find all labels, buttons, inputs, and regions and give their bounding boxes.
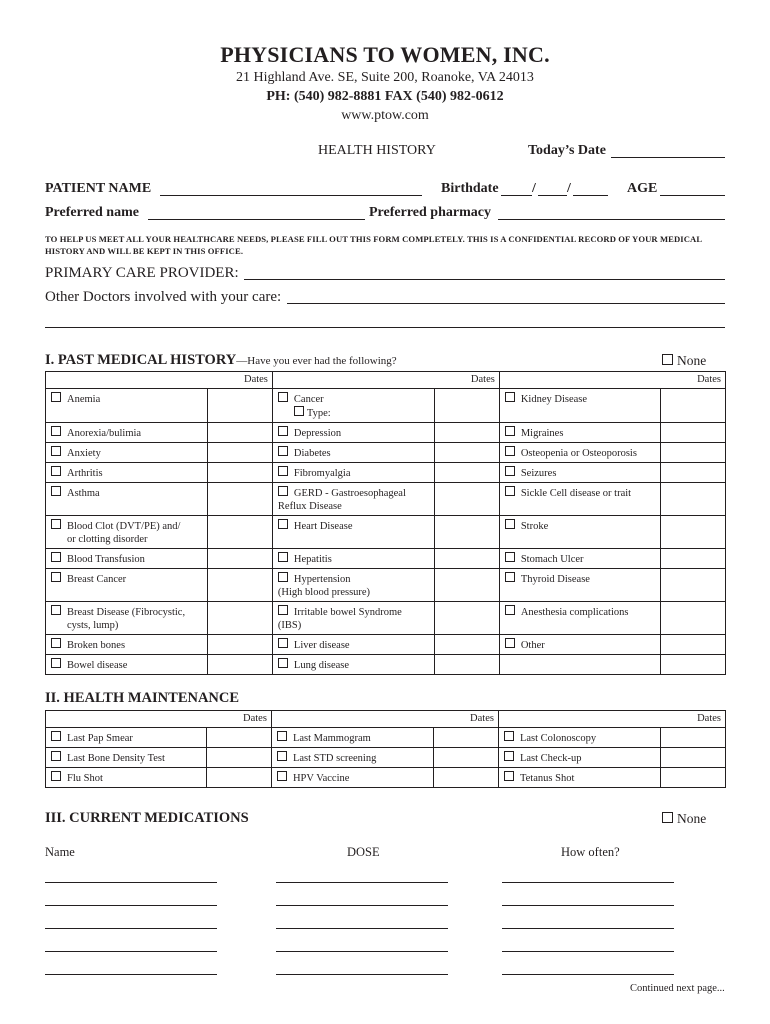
todays-date-field[interactable] — [611, 157, 725, 158]
checkbox-icon[interactable] — [278, 466, 288, 476]
date-field[interactable] — [434, 728, 499, 748]
maintenance-last-mammogram — [271, 728, 433, 748]
date-field[interactable] — [660, 728, 725, 748]
date-field[interactable] — [435, 483, 500, 516]
date-field[interactable] — [435, 516, 500, 549]
form-title: HEALTH HISTORY — [318, 143, 436, 158]
checkbox-icon[interactable] — [662, 354, 673, 365]
checkbox-icon[interactable] — [278, 572, 288, 582]
birthdate-separator: / — [532, 181, 536, 196]
checkbox-icon[interactable] — [51, 519, 61, 529]
condition-label: Kidney Disease — [520, 394, 588, 405]
section-subtitle: —Have you ever had the following? — [236, 355, 397, 367]
date-field[interactable] — [660, 768, 725, 788]
checkbox-icon[interactable] — [51, 552, 61, 562]
date-field[interactable] — [435, 549, 500, 569]
condition-depression — [272, 423, 434, 443]
maintenance-last-colonoscopy — [498, 728, 660, 748]
table-row — [46, 389, 726, 423]
meds-none-option[interactable] — [662, 811, 706, 827]
date-field[interactable] — [660, 748, 725, 768]
condition-arthritis — [46, 463, 208, 483]
condition-label: Stroke — [520, 521, 549, 532]
maintenance-label: Tetanus Shot — [519, 773, 575, 784]
condition-hypertension — [272, 569, 434, 602]
age-label: AGE — [627, 181, 658, 196]
birthdate-separator: / — [567, 181, 571, 196]
date-field[interactable] — [208, 423, 273, 443]
condition-fibromyalgia — [272, 463, 434, 483]
meds-col-dose: DOSE — [347, 845, 380, 859]
cancer-type-label: Type: — [306, 408, 331, 419]
table-row — [46, 635, 726, 655]
condition-label: Blood Transfusion — [67, 554, 145, 565]
checkbox-icon[interactable] — [294, 406, 304, 416]
checkbox-icon[interactable] — [51, 486, 61, 496]
clinic-phone-fax: PH: (540) 982-8881 FAX (540) 982-0612 — [266, 89, 504, 104]
clinic-address: 21 Highland Ave. SE, Suite 200, Roanoke, VA 24013 — [236, 70, 534, 85]
birthdate-label: Birthdate — [441, 181, 499, 196]
date-field[interactable] — [208, 483, 273, 516]
past-medical-history-table — [45, 371, 726, 675]
date-field[interactable] — [661, 423, 726, 443]
checkbox-icon[interactable] — [51, 771, 61, 781]
checkbox-icon[interactable] — [504, 771, 514, 781]
condition-lung-disease — [272, 655, 434, 675]
checkbox-icon[interactable] — [277, 771, 287, 781]
empty-cell — [499, 655, 660, 675]
condition-label: Migraines — [520, 428, 564, 439]
table-row — [46, 549, 726, 569]
medication-frequency-field[interactable] — [502, 951, 674, 952]
condition-anemia — [46, 389, 208, 423]
preferred-pharmacy-label: Preferred pharmacy — [369, 205, 491, 220]
date-field[interactable] — [208, 602, 273, 635]
date-field[interactable] — [661, 635, 726, 655]
table-row — [46, 768, 726, 788]
date-field[interactable] — [208, 569, 273, 602]
condition-label-line2: or clotting disorder — [67, 534, 148, 545]
condition-label: GERD - Gastroesophageal — [293, 488, 406, 499]
checkbox-icon[interactable] — [51, 392, 61, 402]
condition-label: Thyroid Disease — [520, 574, 590, 585]
medication-frequency-field[interactable] — [502, 928, 674, 929]
age-field[interactable] — [660, 195, 725, 196]
condition-label: Fibromyalgia — [293, 468, 351, 479]
checkbox-icon[interactable] — [277, 731, 287, 741]
maintenance-last-std-screening — [271, 748, 433, 768]
table-row — [46, 516, 726, 549]
dates-header: Dates — [434, 711, 499, 728]
birthdate-month-field[interactable] — [501, 195, 532, 196]
medication-dose-field[interactable] — [276, 882, 448, 883]
dates-header: Dates — [208, 372, 273, 389]
condition-label: Anesthesia complications — [520, 607, 629, 618]
checkbox-icon[interactable] — [278, 605, 288, 615]
condition-label: Anorexia/bulimia — [67, 428, 142, 439]
checkbox-icon[interactable] — [278, 638, 288, 648]
date-field[interactable] — [206, 728, 271, 748]
section-past-medical-history-title — [45, 352, 397, 369]
section-current-medications-title: III. CURRENT MEDICATIONS — [45, 810, 249, 826]
condition-gerd-gastroesophageal — [272, 483, 434, 516]
condition-label: Anxiety — [67, 448, 101, 459]
maintenance-tetanus-shot — [498, 768, 660, 788]
maintenance-label: Last Pap Smear — [67, 733, 133, 744]
table-row — [46, 569, 726, 602]
condition-broken-bones — [46, 635, 208, 655]
condition-label: Depression — [293, 428, 342, 439]
medication-name-field[interactable] — [45, 974, 217, 975]
condition-irritable-bowel-syndrome — [272, 602, 434, 635]
condition-label: Blood Clot (DVT/PE) and/ — [67, 521, 181, 532]
date-field[interactable] — [206, 768, 271, 788]
date-field[interactable] — [208, 635, 273, 655]
condition-label: Hepatitis — [293, 554, 332, 565]
patient-name-field[interactable] — [160, 195, 422, 196]
checkbox-icon[interactable] — [51, 731, 61, 741]
medication-dose-field[interactable] — [276, 905, 448, 906]
meds-col-how-often: How often? — [561, 845, 620, 859]
medication-dose-field[interactable] — [276, 974, 448, 975]
pmh-none-option[interactable] — [662, 353, 706, 369]
condition-label: Diabetes — [293, 448, 331, 459]
medication-dose-field[interactable] — [276, 951, 448, 952]
patient-name-label: PATIENT NAME — [45, 181, 152, 196]
dates-header: Dates — [660, 711, 725, 728]
checkbox-icon[interactable] — [504, 751, 514, 761]
condition-blood-clot-dvt-pe-and — [46, 516, 208, 549]
condition-migraines — [499, 423, 660, 443]
table-row — [46, 748, 726, 768]
maintenance-label: HPV Vaccine — [292, 773, 350, 784]
preferred-name-field[interactable] — [148, 219, 365, 220]
condition-seizures — [499, 463, 660, 483]
checkbox-icon[interactable] — [505, 519, 515, 529]
condition-diabetes — [272, 443, 434, 463]
table-row — [46, 423, 726, 443]
checkbox-icon[interactable] — [278, 552, 288, 562]
table-row — [46, 655, 726, 675]
checkbox-icon[interactable] — [278, 426, 288, 436]
medication-dose-field[interactable] — [276, 928, 448, 929]
meds-col-name: Name — [45, 845, 75, 859]
date-field[interactable] — [208, 389, 273, 423]
condition-label-line2: (IBS) — [277, 620, 302, 631]
maintenance-label: Last Bone Density Test — [67, 753, 165, 764]
clinic-name: PHYSICIANS TO WOMEN, INC. — [220, 42, 550, 67]
condition-other — [499, 635, 660, 655]
condition-label: Stomach Ulcer — [520, 554, 584, 565]
medication-name-field[interactable] — [45, 905, 217, 906]
condition-liver-disease — [272, 635, 434, 655]
maintenance-flu-shot — [46, 768, 207, 788]
condition-stomach-ulcer — [499, 549, 660, 569]
condition-label-line2: (High blood pressure) — [277, 587, 371, 598]
medication-frequency-field[interactable] — [502, 974, 674, 975]
date-field[interactable] — [435, 569, 500, 602]
checkbox-icon[interactable] — [51, 605, 61, 615]
checkbox-icon[interactable] — [51, 638, 61, 648]
checkbox-icon[interactable] — [51, 426, 61, 436]
condition-label: Broken bones — [67, 640, 126, 651]
condition-label: Hypertension — [293, 574, 351, 585]
date-field[interactable] — [661, 602, 726, 635]
medication-frequency-field[interactable] — [502, 905, 674, 906]
condition-stroke — [499, 516, 660, 549]
date-field[interactable] — [661, 443, 726, 463]
checkbox-icon[interactable] — [51, 751, 61, 761]
condition-hepatitis — [272, 549, 434, 569]
condition-label: Osteopenia or Osteoporosis — [520, 448, 637, 459]
checkbox-icon[interactable] — [278, 486, 288, 496]
condition-thyroid-disease — [499, 569, 660, 602]
condition-breast-cancer — [46, 569, 208, 602]
condition-label: Breast Disease (Fibrocystic, — [67, 607, 186, 618]
condition-label-line2: cysts, lump) — [67, 620, 119, 631]
condition-label: Arthritis — [67, 468, 103, 479]
condition-blood-transfusion — [46, 549, 208, 569]
condition-kidney-disease — [499, 389, 660, 423]
checkbox-icon[interactable] — [505, 605, 515, 615]
date-field[interactable] — [208, 516, 273, 549]
condition-breast-disease-fibrocystic — [46, 602, 208, 635]
checkbox-icon[interactable] — [277, 751, 287, 761]
condition-label: Seizures — [520, 468, 557, 479]
maintenance-label: Last Colonoscopy — [519, 733, 597, 744]
condition-sickle-cell-disease-or-trait — [499, 483, 660, 516]
medication-name-field[interactable] — [45, 928, 217, 929]
condition-asthma — [46, 483, 208, 516]
date-field[interactable] — [661, 463, 726, 483]
date-field[interactable] — [434, 768, 499, 788]
dates-header: Dates — [206, 711, 271, 728]
maintenance-hpv-vaccine — [271, 768, 433, 788]
date-field[interactable] — [208, 655, 273, 675]
none-label: None — [677, 353, 707, 368]
checkbox-icon[interactable] — [505, 572, 515, 582]
condition-anxiety — [46, 443, 208, 463]
section-health-maintenance-title: II. HEALTH MAINTENANCE — [45, 690, 240, 706]
condition-label: Bowel disease — [67, 660, 128, 671]
date-field[interactable] — [435, 635, 500, 655]
date-field[interactable] — [661, 549, 726, 569]
table-row — [46, 463, 726, 483]
checkbox-icon[interactable] — [505, 446, 515, 456]
condition-bowel-disease — [46, 655, 208, 675]
primary-care-field[interactable] — [244, 279, 725, 280]
checkbox-icon[interactable] — [278, 658, 288, 668]
maintenance-label: Last Check-up — [519, 753, 582, 764]
date-field[interactable] — [661, 569, 726, 602]
dates-header: Dates — [661, 372, 726, 389]
date-field[interactable] — [661, 516, 726, 549]
maintenance-last-bone-density-test — [46, 748, 207, 768]
condition-anesthesia-complications — [499, 602, 660, 635]
date-field[interactable] — [661, 389, 726, 423]
date-field[interactable] — [208, 443, 273, 463]
condition-cancer — [272, 389, 434, 423]
maintenance-last-check-up — [498, 748, 660, 768]
clinic-website: www.ptow.com — [341, 108, 429, 123]
maintenance-label: Flu Shot — [67, 773, 103, 784]
date-field[interactable] — [435, 463, 500, 483]
maintenance-label: Last STD screening — [292, 753, 377, 764]
checkbox-icon[interactable] — [278, 392, 288, 402]
table-row — [46, 728, 726, 748]
checkbox-icon[interactable] — [505, 466, 515, 476]
date-field[interactable] — [435, 602, 500, 635]
condition-label: Other — [520, 640, 545, 651]
date-field[interactable] — [206, 748, 271, 768]
checkbox-icon[interactable] — [662, 812, 673, 823]
continued-note: Continued next page... — [630, 983, 725, 994]
checkbox-icon[interactable] — [51, 466, 61, 476]
primary-care-label: PRIMARY CARE PROVIDER: — [45, 265, 239, 281]
checkbox-icon[interactable] — [51, 446, 61, 456]
condition-label: Cancer — [293, 394, 324, 405]
preferred-pharmacy-field[interactable] — [498, 219, 725, 220]
condition-label: Liver disease — [293, 640, 350, 651]
medication-name-field[interactable] — [45, 951, 217, 952]
other-doctors-field-line2[interactable] — [45, 327, 725, 328]
table-row — [46, 443, 726, 463]
condition-heart-disease — [272, 516, 434, 549]
other-doctors-label: Other Doctors involved with your care: — [45, 289, 282, 305]
section-title-text: I. PAST MEDICAL HISTORY — [45, 352, 237, 368]
date-field[interactable] — [434, 748, 499, 768]
confidentiality-notice: TO HELP US MEET ALL YOUR HEALTHCARE NEEDS, PLEASE FILL OUT THIS FORM COMPLETELY. THIS IS A CONFIDENTIAL RECORD OF YOUR MEDICAL HISTORY AND WILL BE KEPT IN THIS OFFICE. — [45, 234, 702, 256]
table-row — [46, 602, 726, 635]
cancer-type-option[interactable] — [278, 406, 430, 420]
preferred-name-label: Preferred name — [45, 205, 139, 220]
table-row — [46, 483, 726, 516]
none-label: None — [677, 811, 707, 826]
date-field[interactable] — [435, 443, 500, 463]
todays-date-label: Today’s Date — [528, 143, 606, 158]
medication-frequency-field[interactable] — [502, 882, 674, 883]
birthdate-day-field[interactable] — [538, 195, 567, 196]
checkbox-icon[interactable] — [51, 572, 61, 582]
condition-anorexia-bulimia — [46, 423, 208, 443]
condition-label: Asthma — [67, 488, 100, 499]
date-field[interactable] — [435, 655, 500, 675]
other-doctors-field[interactable] — [287, 303, 725, 304]
health-maintenance-table — [45, 710, 726, 788]
date-field[interactable] — [661, 483, 726, 516]
checkbox-icon[interactable] — [505, 486, 515, 496]
maintenance-last-pap-smear — [46, 728, 207, 748]
date-field[interactable] — [435, 423, 500, 443]
checkbox-icon[interactable] — [505, 392, 515, 402]
date-field[interactable] — [661, 655, 726, 675]
checkbox-icon[interactable] — [278, 446, 288, 456]
checkbox-icon[interactable] — [278, 519, 288, 529]
condition-label: Sickle Cell disease or trait — [520, 488, 632, 499]
dates-header: Dates — [435, 372, 500, 389]
date-field[interactable] — [208, 463, 273, 483]
checkbox-icon[interactable] — [505, 426, 515, 436]
checkbox-icon[interactable] — [504, 731, 514, 741]
condition-label: Lung disease — [293, 660, 350, 671]
condition-label: Irritable bowel Syndrome — [293, 607, 402, 618]
medication-name-field[interactable] — [45, 882, 217, 883]
condition-label: Breast Cancer — [67, 574, 127, 585]
condition-label: Heart Disease — [293, 521, 353, 532]
date-field[interactable] — [208, 549, 273, 569]
checkbox-icon[interactable] — [505, 638, 515, 648]
condition-osteopenia-or-osteoporosis — [499, 443, 660, 463]
condition-label-line2: Reflux Disease — [277, 501, 342, 512]
condition-label: Anemia — [67, 394, 101, 405]
checkbox-icon[interactable] — [505, 552, 515, 562]
date-field[interactable] — [435, 389, 500, 423]
birthdate-year-field[interactable] — [573, 195, 608, 196]
maintenance-label: Last Mammogram — [292, 733, 371, 744]
checkbox-icon[interactable] — [51, 658, 61, 668]
